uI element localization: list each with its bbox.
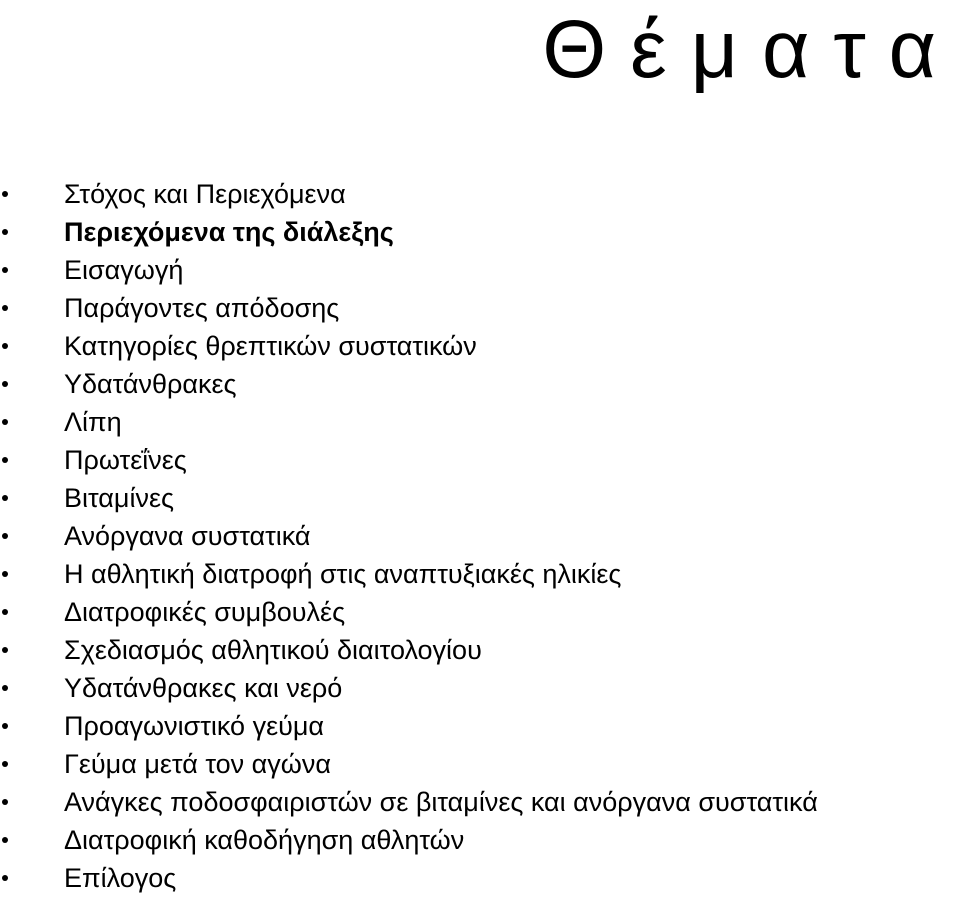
bullet-icon	[2, 457, 8, 463]
list-item-label: Παράγοντες απόδοσης	[64, 293, 340, 323]
bullet-icon	[2, 609, 8, 615]
list-item-label: Σχεδιασμός αθλητικού διαιτολογίου	[64, 635, 482, 665]
list-item-label: Εισαγωγή	[64, 255, 184, 285]
list-item-label: Γεύμα μετά τον αγώνα	[64, 749, 331, 779]
list-item	[0, 327, 960, 365]
list-item-label: Κατηγορίες θρεπτικών συστατικών	[64, 331, 477, 361]
list-item-label: Στόχος και Περιεχόμενα	[64, 179, 346, 209]
list-item	[0, 479, 960, 517]
list-item	[0, 213, 960, 251]
bullet-icon	[2, 495, 8, 501]
list-item-label: Λίπη	[64, 407, 122, 437]
list-item	[0, 821, 960, 859]
list-item	[0, 517, 960, 555]
list-item-label: Βιταμίνες	[64, 483, 175, 513]
list-item-label: Προαγωνιστικό γεύμα	[64, 711, 325, 741]
list-item-label: Περιεχόμενα της διάλεξης	[64, 217, 394, 247]
bullet-icon	[2, 343, 8, 349]
list-item	[0, 365, 960, 403]
list-item-label: Υδατάνθρακες και νερό	[64, 673, 343, 703]
list-item-label: Διατροφική καθοδήγηση αθλητών	[64, 825, 465, 855]
bullet-icon	[2, 837, 8, 843]
list-item	[0, 707, 960, 745]
list-item-label: Ανάγκες ποδοσφαιριστών σε βιταμίνες και ανόργανα συστατικά	[64, 787, 818, 817]
bullet-icon	[2, 723, 8, 729]
bullet-icon	[2, 381, 8, 387]
list-item	[0, 745, 960, 783]
bullet-icon	[2, 685, 8, 691]
page-title: Θέματα	[542, 4, 960, 95]
list-item-label: Η αθλητική διατροφή στις αναπτυξιακές ηλικίες	[64, 559, 622, 589]
list-item	[0, 593, 960, 631]
list-item	[0, 175, 960, 213]
list-item-label: Διατροφικές συμβουλές	[64, 597, 346, 627]
list-item	[0, 631, 960, 669]
bullet-icon	[2, 229, 8, 235]
list-item	[0, 859, 960, 897]
bullet-icon	[2, 647, 8, 653]
bullet-icon	[2, 267, 8, 273]
bullet-icon	[2, 533, 8, 539]
list-item-label: Πρωτεΐνες	[64, 445, 187, 475]
bullet-icon	[2, 875, 8, 881]
list-item	[0, 555, 960, 593]
list-item	[0, 403, 960, 441]
bullet-icon	[2, 799, 8, 805]
bullet-icon	[2, 191, 8, 197]
list-item	[0, 441, 960, 479]
list-item	[0, 251, 960, 289]
list-item	[0, 289, 960, 327]
list-item-label: Επίλογος	[64, 863, 177, 893]
list-item	[0, 783, 960, 821]
topic-list	[0, 175, 960, 897]
list-item-label: Ανόργανα συστατικά	[64, 521, 311, 551]
bullet-icon	[2, 571, 8, 577]
bullet-icon	[2, 761, 8, 767]
list-item	[0, 669, 960, 707]
bullet-icon	[2, 305, 8, 311]
list-item-label: Υδατάνθρακες	[64, 369, 237, 399]
bullet-icon	[2, 419, 8, 425]
